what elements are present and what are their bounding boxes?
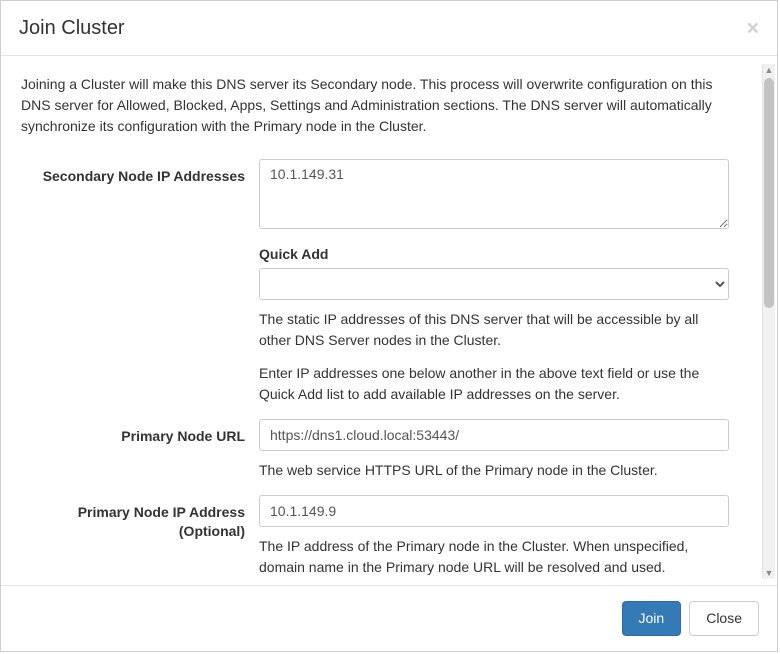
- quick-add-help-1: The static IP addresses of this DNS server that will be accessible by all other DNS Server nodes in the Cluster.: [259, 311, 699, 348]
- primary-node-ip-label-line2: (Optional): [178, 523, 245, 539]
- primary-node-url-input[interactable]: [259, 419, 729, 451]
- dialog-footer: [1, 585, 777, 651]
- dialog-header: [1, 1, 777, 56]
- quick-add-help-2: Enter IP addresses one below another in the above text field or use the Quick Add list to add available IP addresses on the server.: [259, 365, 700, 402]
- field-primary-node-url: [21, 419, 729, 481]
- secondary-node-ips-label: Secondary Node IP Addresses: [42, 168, 245, 184]
- primary-node-ip-help: The IP address of the Primary node in the Cluster. When unspecified, domain name in the Primary node URL will be resolved and used.: [259, 538, 689, 575]
- dialog-body: [1, 56, 777, 585]
- quick-add-select[interactable]: [259, 268, 729, 300]
- scroll-up-icon[interactable]: ▲: [764, 65, 774, 75]
- vertical-scrollbar[interactable]: [762, 64, 775, 579]
- primary-node-ip-label-line1: Primary Node IP Address: [77, 504, 245, 520]
- primary-node-url-help: The web service HTTPS URL of the Primary node in the Cluster.: [259, 462, 658, 478]
- join-button[interactable]: Join: [622, 601, 682, 636]
- secondary-node-ips-textarea[interactable]: [259, 159, 729, 229]
- field-secondary-node-ips: [21, 159, 729, 405]
- primary-node-url-label: Primary Node URL: [121, 428, 245, 444]
- scroll-content: [21, 74, 757, 575]
- close-icon[interactable]: ×: [746, 16, 759, 40]
- quick-add-label: Quick Add: [259, 246, 329, 262]
- scrollbar-thumb[interactable]: [764, 78, 774, 308]
- primary-node-ip-input[interactable]: [259, 495, 729, 527]
- intro-text: Joining a Cluster will make this DNS server its Secondary node. This process will overwrite configuration on this DNS server for Allowed, Blocked, Apps, Settings and Administration sections. The DNS server will automatically synchronize its configuration with the Primary node in the Cluster.: [21, 76, 713, 134]
- primary-node-ip-label: [21, 495, 259, 575]
- field-primary-node-ip: [21, 495, 729, 575]
- close-button[interactable]: Close: [689, 601, 759, 636]
- page-title: Join Cluster: [19, 17, 125, 39]
- scroll-down-icon[interactable]: ▼: [764, 568, 774, 578]
